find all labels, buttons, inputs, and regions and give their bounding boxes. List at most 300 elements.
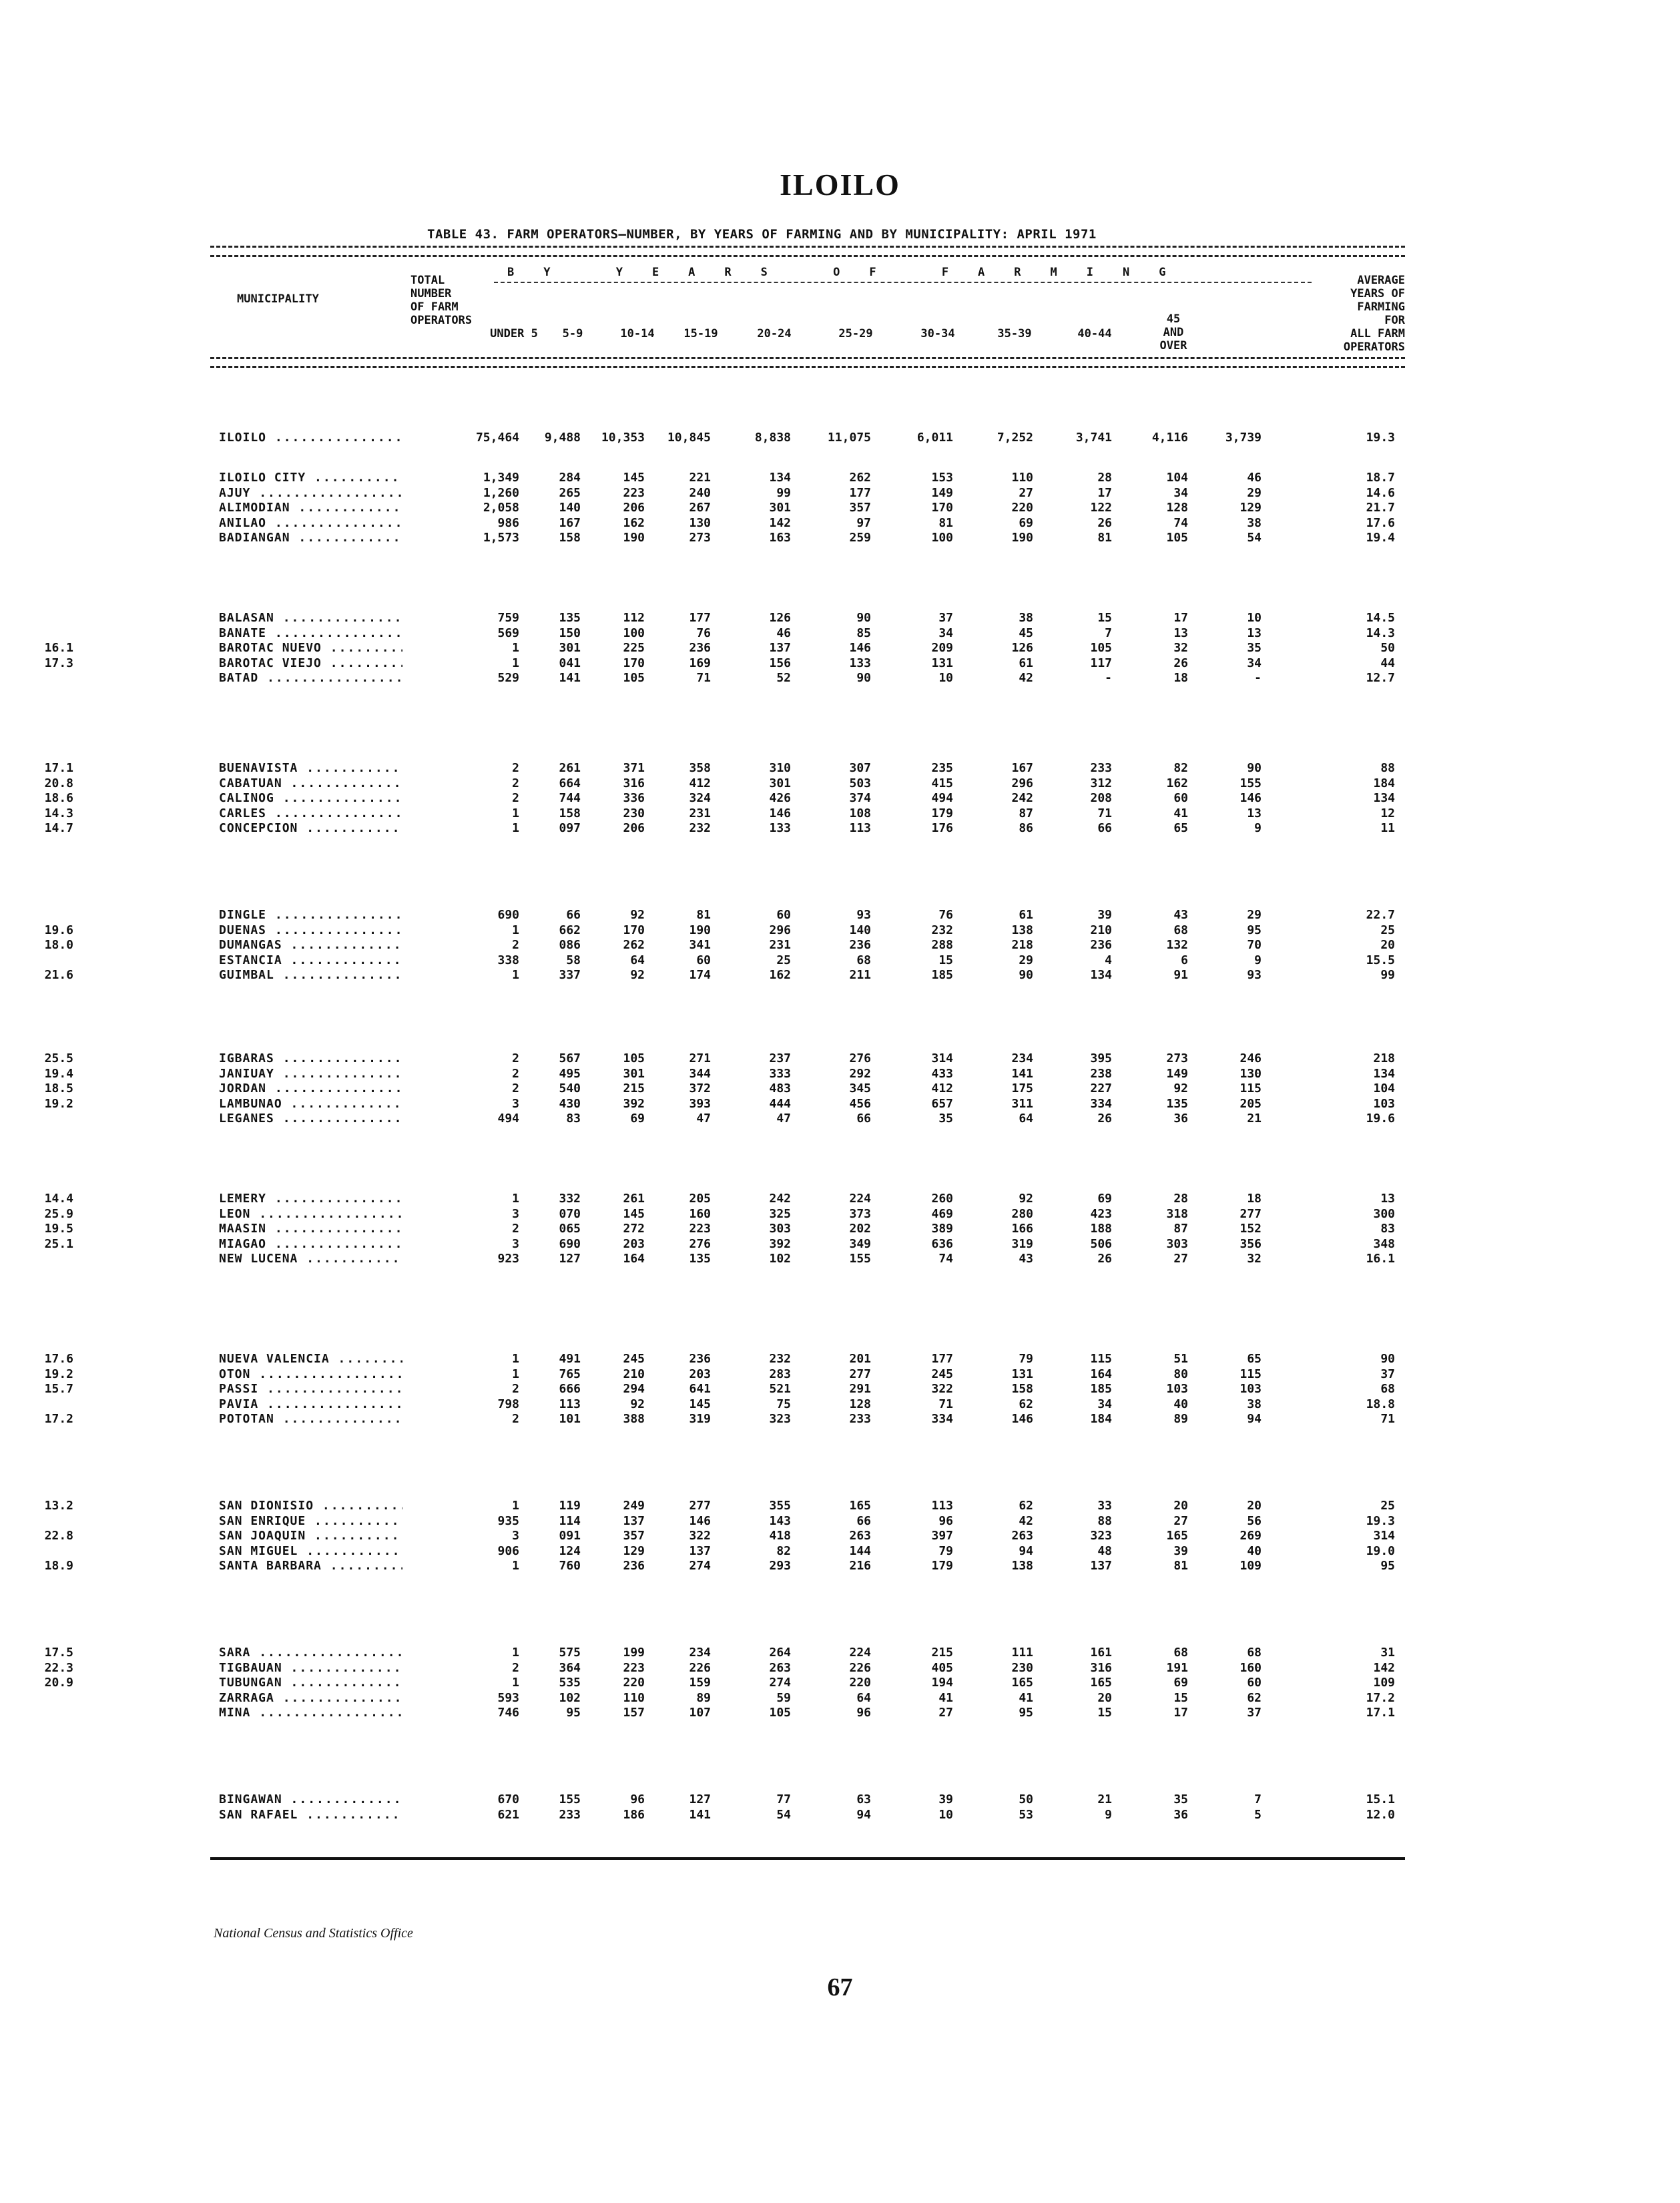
table-cell: 140 bbox=[559, 501, 581, 515]
table-cell: 102 bbox=[559, 1690, 581, 1705]
table-cell: 70 bbox=[1247, 938, 1262, 952]
table-cell: 322 bbox=[931, 1382, 953, 1396]
table-cell: 71 bbox=[1097, 806, 1112, 820]
table-cell: 76 bbox=[696, 626, 711, 640]
table-cell: 15.1 bbox=[1366, 1792, 1395, 1806]
table-cell: 18.0 bbox=[44, 938, 73, 952]
table-cell: 45 bbox=[1019, 626, 1033, 640]
table-cell: 292 bbox=[849, 1066, 871, 1081]
table-cell: 39 bbox=[1173, 1543, 1188, 1558]
table-cell: 101 bbox=[559, 1412, 581, 1426]
table-cell: 184 bbox=[1373, 776, 1395, 790]
table-cell: 145 bbox=[689, 1397, 711, 1411]
table-cell: 041 bbox=[559, 656, 581, 670]
municipality-name: PAVIA ..... bbox=[219, 1397, 402, 1411]
table-cell: 28 bbox=[1173, 1192, 1188, 1206]
table-row bbox=[0, 968, 1680, 983]
table-cell: 935 bbox=[497, 1513, 519, 1528]
table-row bbox=[0, 501, 1680, 515]
table-cell: 146 bbox=[1011, 1412, 1033, 1426]
table-cell: 393 bbox=[689, 1096, 711, 1111]
table-cell: 242 bbox=[1011, 791, 1033, 805]
table-cell: 81 bbox=[1173, 1559, 1188, 1573]
table-cell: 18 bbox=[1247, 1192, 1262, 1206]
table-cell: 113 bbox=[849, 821, 871, 835]
table-cell: 133 bbox=[769, 821, 791, 835]
table-cell: 535 bbox=[559, 1676, 581, 1690]
table-cell: 190 bbox=[689, 923, 711, 937]
table-cell: 348 bbox=[1373, 1236, 1395, 1251]
table-cell: 102 bbox=[769, 1252, 791, 1266]
table-cell: 37 bbox=[1247, 1706, 1262, 1720]
table-cell: 319 bbox=[1011, 1236, 1033, 1251]
table-cell: 236 bbox=[689, 641, 711, 655]
table-cell: - bbox=[1105, 671, 1112, 685]
table-cell: 85 bbox=[856, 626, 871, 640]
table-cell: 43 bbox=[1019, 1252, 1033, 1266]
table-cell: 18 bbox=[1173, 671, 1188, 685]
table-cell: 291 bbox=[849, 1382, 871, 1396]
table-cell: 177 bbox=[689, 611, 711, 625]
table-cell: 301 bbox=[623, 1066, 645, 1081]
table-cell: 64 bbox=[630, 953, 645, 967]
table-cell: 34 bbox=[1247, 656, 1262, 670]
table-cell: 46 bbox=[776, 626, 791, 640]
table-cell: 2 bbox=[512, 1660, 519, 1675]
table-cell: 17.2 bbox=[44, 1412, 73, 1426]
municipality-name: TIGBAUAN ..... bbox=[219, 1661, 402, 1675]
municipality-name: GUIMBAL ..... bbox=[219, 968, 402, 982]
table-cell: 164 bbox=[623, 1252, 645, 1266]
table-cell: 232 bbox=[689, 821, 711, 835]
table-cell: 341 bbox=[689, 938, 711, 952]
table-cell: 301 bbox=[559, 641, 581, 655]
table-cell: 20 bbox=[1247, 1499, 1262, 1513]
table-cell: 272 bbox=[623, 1222, 645, 1236]
table-row bbox=[0, 656, 1680, 671]
table-cell: 161 bbox=[1090, 1646, 1112, 1660]
table-cell: 245 bbox=[623, 1352, 645, 1366]
table-cell: 119 bbox=[559, 1499, 581, 1513]
table-cell: 66 bbox=[856, 1513, 871, 1528]
table-cell: 220 bbox=[1011, 501, 1033, 515]
table-cell: 32 bbox=[1247, 1252, 1262, 1266]
municipality-name: SANTA BARBARA ..... bbox=[219, 1559, 402, 1573]
table-cell: 81 bbox=[938, 515, 953, 530]
table-cell: 90 bbox=[856, 671, 871, 685]
table-row bbox=[0, 1207, 1680, 1222]
table-cell: 345 bbox=[849, 1081, 871, 1095]
table-cell: 41 bbox=[1019, 1690, 1033, 1705]
column-header: 15-19 bbox=[683, 327, 718, 340]
table-cell: 423 bbox=[1090, 1206, 1112, 1221]
table-cell: 230 bbox=[1011, 1660, 1033, 1675]
table-cell: 294 bbox=[623, 1382, 645, 1396]
table-cell: 71 bbox=[1380, 1412, 1395, 1426]
column-header: 10-14 bbox=[620, 327, 655, 340]
table-cell: 122 bbox=[1090, 501, 1112, 515]
table-cell: 16.1 bbox=[1366, 1252, 1395, 1266]
table-cell: 35 bbox=[1247, 641, 1262, 655]
table-cell: 17.1 bbox=[44, 761, 73, 775]
table-cell: 165 bbox=[1011, 1676, 1033, 1690]
table-cell: 158 bbox=[559, 806, 581, 820]
table-cell: 34 bbox=[1097, 1397, 1112, 1411]
table-cell: 50 bbox=[1380, 641, 1395, 655]
table-cell: 261 bbox=[623, 1192, 645, 1206]
table-cell: 145 bbox=[623, 1206, 645, 1221]
table-cell: 29 bbox=[1247, 908, 1262, 922]
table-cell: 14.6 bbox=[1366, 485, 1395, 500]
table-cell: 307 bbox=[849, 761, 871, 775]
table-cell: 60 bbox=[776, 908, 791, 922]
table-cell: 34 bbox=[1173, 485, 1188, 500]
table-cell: 19.6 bbox=[44, 923, 73, 937]
table-row bbox=[0, 611, 1680, 626]
table-cell: 218 bbox=[1373, 1051, 1395, 1065]
table-cell: 264 bbox=[769, 1646, 791, 1660]
table-cell: 137 bbox=[1090, 1559, 1112, 1573]
table-cell: 311 bbox=[1011, 1096, 1033, 1111]
table-cell: 95 bbox=[1019, 1706, 1033, 1720]
table-cell: 64 bbox=[856, 1690, 871, 1705]
table-cell: 226 bbox=[689, 1660, 711, 1675]
municipality-name: SAN JOAQUIN ..... bbox=[219, 1529, 402, 1543]
municipality-name: SARA ..... bbox=[219, 1646, 402, 1660]
table-cell: 236 bbox=[623, 1559, 645, 1573]
table-cell: 105 bbox=[623, 1051, 645, 1065]
table-cell: 66 bbox=[1097, 821, 1112, 835]
table-cell: 334 bbox=[931, 1412, 953, 1426]
table-cell: 17 bbox=[1173, 1706, 1188, 1720]
header-bottom-rule-2 bbox=[210, 366, 1405, 368]
table-cell: 211 bbox=[849, 968, 871, 982]
table-cell: 303 bbox=[769, 1222, 791, 1236]
table-cell: 153 bbox=[931, 471, 953, 485]
table-cell: 657 bbox=[931, 1096, 953, 1111]
column-header: 25-29 bbox=[838, 327, 873, 340]
table-cell: 205 bbox=[1239, 1096, 1262, 1111]
table-row bbox=[0, 1367, 1680, 1382]
table-cell: 234 bbox=[689, 1646, 711, 1660]
table-cell: 3 bbox=[512, 1096, 519, 1111]
table-cell: 19.0 bbox=[1366, 1543, 1395, 1558]
table-cell: 265 bbox=[559, 485, 581, 500]
table-cell: 18.9 bbox=[44, 1559, 73, 1573]
table-cell: 296 bbox=[769, 923, 791, 937]
table-cell: 9 bbox=[1254, 821, 1262, 835]
table-cell: 90 bbox=[1247, 761, 1262, 775]
table-top-rule bbox=[210, 246, 1405, 248]
table-cell: 621 bbox=[497, 1807, 519, 1822]
table-cell: 17.5 bbox=[44, 1646, 73, 1660]
table-cell: 95 bbox=[1247, 923, 1262, 937]
table-cell: 263 bbox=[769, 1660, 791, 1675]
table-cell: 325 bbox=[769, 1206, 791, 1221]
table-cell: 338 bbox=[497, 953, 519, 967]
table-cell: 412 bbox=[689, 776, 711, 790]
table-cell: 131 bbox=[931, 656, 953, 670]
table-row bbox=[0, 531, 1680, 545]
table-cell: 135 bbox=[559, 611, 581, 625]
table-row bbox=[0, 938, 1680, 953]
table-cell: 22.3 bbox=[44, 1660, 73, 1675]
table-cell: 690 bbox=[497, 908, 519, 922]
table-cell: 17.1 bbox=[1366, 1706, 1395, 1720]
table-cell: 90 bbox=[856, 611, 871, 625]
table-cell: 744 bbox=[559, 791, 581, 805]
table-cell: 11,075 bbox=[827, 431, 871, 445]
table-cell: 567 bbox=[559, 1051, 581, 1065]
table-cell: 923 bbox=[497, 1252, 519, 1266]
table-row bbox=[0, 1792, 1680, 1807]
table-cell: 206 bbox=[623, 821, 645, 835]
municipality-name: BANATE ..... bbox=[219, 626, 402, 640]
table-cell: 2 bbox=[512, 938, 519, 952]
table-cell: 260 bbox=[931, 1192, 953, 1206]
table-cell: 322 bbox=[689, 1529, 711, 1543]
table-cell: 79 bbox=[1019, 1352, 1033, 1366]
table-cell: 138 bbox=[1011, 1559, 1033, 1573]
table-cell: 2 bbox=[512, 761, 519, 775]
table-cell: 42 bbox=[1019, 1513, 1033, 1528]
table-cell: 21 bbox=[1247, 1112, 1262, 1126]
table-cell: 96 bbox=[630, 1792, 645, 1806]
table-cell: 141 bbox=[689, 1807, 711, 1822]
table-cell: 26 bbox=[1097, 1252, 1112, 1266]
table-cell: 986 bbox=[497, 515, 519, 530]
table-cell: 115 bbox=[1090, 1352, 1112, 1366]
table-cell: 14.3 bbox=[44, 806, 73, 820]
table-cell: 37 bbox=[938, 611, 953, 625]
table-cell: 103 bbox=[1166, 1382, 1188, 1396]
table-cell: 312 bbox=[1090, 776, 1112, 790]
table-cell: 60 bbox=[1173, 791, 1188, 805]
table-cell: 199 bbox=[623, 1646, 645, 1660]
municipality-name: SAN RAFAEL ..... bbox=[219, 1808, 402, 1822]
table-bottom-rule bbox=[210, 1857, 1405, 1860]
table-cell: 20 bbox=[1173, 1499, 1188, 1513]
table-cell: 273 bbox=[689, 531, 711, 545]
table-cell: 280 bbox=[1011, 1206, 1033, 1221]
table-cell: 156 bbox=[769, 656, 791, 670]
table-cell: 38 bbox=[1247, 515, 1262, 530]
table-cell: 105 bbox=[769, 1706, 791, 1720]
table-row bbox=[0, 1661, 1680, 1676]
table-cell: 158 bbox=[559, 531, 581, 545]
table-cell: 746 bbox=[497, 1706, 519, 1720]
table-cell: 664 bbox=[559, 776, 581, 790]
table-cell: 95 bbox=[566, 1706, 581, 1720]
table-cell: 184 bbox=[1090, 1412, 1112, 1426]
municipality-name: NUEVA VALENCIA ..... bbox=[219, 1352, 402, 1366]
table-cell: 176 bbox=[931, 821, 953, 835]
municipality-name: OTON ..... bbox=[219, 1367, 402, 1381]
table-cell: 2,058 bbox=[483, 501, 519, 515]
table-cell: 231 bbox=[689, 806, 711, 820]
table-row bbox=[0, 1081, 1680, 1096]
table-cell: 3 bbox=[512, 1529, 519, 1543]
table-cell: 426 bbox=[769, 791, 791, 805]
table-row bbox=[0, 1544, 1680, 1559]
table-cell: 18.6 bbox=[44, 791, 73, 805]
table-cell: 138 bbox=[1011, 923, 1033, 937]
table-cell: 26 bbox=[1097, 515, 1112, 530]
table-cell: 277 bbox=[849, 1367, 871, 1381]
table-cell: 83 bbox=[566, 1112, 581, 1126]
table-cell: 129 bbox=[623, 1543, 645, 1558]
municipality-name: LEON ..... bbox=[219, 1207, 402, 1221]
table-cell: 267 bbox=[689, 501, 711, 515]
table-cell: 131 bbox=[1011, 1367, 1033, 1381]
table-cell: 415 bbox=[931, 776, 953, 790]
table-cell: 2 bbox=[512, 1081, 519, 1095]
table-cell: 60 bbox=[696, 953, 711, 967]
table-row bbox=[0, 1676, 1680, 1690]
table-cell: 6,011 bbox=[916, 431, 953, 445]
column-header: 30-34 bbox=[920, 327, 955, 340]
table-cell: 36 bbox=[1173, 1807, 1188, 1822]
page-number: 67 bbox=[827, 1973, 853, 2001]
table-row bbox=[0, 908, 1680, 923]
table-cell: 99 bbox=[776, 485, 791, 500]
table-cell: 66 bbox=[856, 1112, 871, 1126]
table-cell: 215 bbox=[931, 1646, 953, 1660]
table-cell: 18.7 bbox=[1366, 471, 1395, 485]
table-cell: 15 bbox=[1097, 611, 1112, 625]
table-cell: 357 bbox=[623, 1529, 645, 1543]
table-cell: 277 bbox=[689, 1499, 711, 1513]
table-cell: 87 bbox=[1019, 806, 1033, 820]
table-cell: 134 bbox=[1373, 1066, 1395, 1081]
table-cell: 690 bbox=[559, 1236, 581, 1251]
table-cell: 69 bbox=[1019, 515, 1033, 530]
table-cell: 483 bbox=[769, 1081, 791, 1095]
table-cell: 53 bbox=[1019, 1807, 1033, 1822]
table-cell: 271 bbox=[689, 1051, 711, 1065]
table-cell: 166 bbox=[1011, 1222, 1033, 1236]
table-cell: 263 bbox=[1011, 1529, 1033, 1543]
table-cell: 7 bbox=[1105, 626, 1112, 640]
municipality-name: JANIUAY ..... bbox=[219, 1067, 402, 1081]
table-cell: 21.6 bbox=[44, 968, 73, 982]
table-cell: 569 bbox=[497, 626, 519, 640]
table-cell: 14.3 bbox=[1366, 626, 1395, 640]
municipality-name: CARLES ..... bbox=[219, 806, 402, 820]
table-cell: 337 bbox=[559, 968, 581, 982]
table-cell: 13 bbox=[1380, 1192, 1395, 1206]
table-cell: 39 bbox=[1097, 908, 1112, 922]
table-cell: 185 bbox=[931, 968, 953, 982]
table-cell: 107 bbox=[689, 1706, 711, 1720]
municipality-name: ALIMODIAN ..... bbox=[219, 501, 402, 515]
table-cell: 15 bbox=[938, 953, 953, 967]
table-cell: 25 bbox=[776, 953, 791, 967]
table-cell: 162 bbox=[623, 515, 645, 530]
table-row bbox=[0, 806, 1680, 821]
table-cell: 14.4 bbox=[44, 1192, 73, 1206]
table-cell: 146 bbox=[689, 1513, 711, 1528]
table-cell: 210 bbox=[1090, 923, 1112, 937]
table-cell: 158 bbox=[1011, 1382, 1033, 1396]
table-cell: 41 bbox=[938, 1690, 953, 1705]
table-row bbox=[0, 1097, 1680, 1112]
table-cell: 126 bbox=[769, 611, 791, 625]
table-cell: 070 bbox=[559, 1206, 581, 1221]
table-cell: 430 bbox=[559, 1096, 581, 1111]
table-cell: 22.8 bbox=[44, 1529, 73, 1543]
municipality-name: LEMERY ..... bbox=[219, 1192, 402, 1206]
table-cell: 19.3 bbox=[1366, 1513, 1395, 1528]
table-cell: 495 bbox=[559, 1066, 581, 1081]
table-cell: 759 bbox=[497, 611, 519, 625]
table-cell: 303 bbox=[1166, 1236, 1188, 1251]
table-cell: 3,741 bbox=[1075, 431, 1112, 445]
table-cell: 96 bbox=[938, 1513, 953, 1528]
table-cell: 36 bbox=[1173, 1112, 1188, 1126]
table-cell: 300 bbox=[1373, 1206, 1395, 1221]
table-cell: 19.3 bbox=[1366, 431, 1395, 445]
table-row bbox=[0, 953, 1680, 968]
table-cell: 226 bbox=[849, 1660, 871, 1675]
table-cell: 2 bbox=[512, 1382, 519, 1396]
table-cell: 48 bbox=[1097, 1543, 1112, 1558]
table-cell: 1 bbox=[512, 1646, 519, 1660]
table-cell: 68 bbox=[1380, 1382, 1395, 1396]
table-cell: 314 bbox=[931, 1051, 953, 1065]
table-cell: 7,252 bbox=[997, 431, 1033, 445]
table-cell: 141 bbox=[1011, 1066, 1033, 1081]
table-cell: 17 bbox=[1173, 611, 1188, 625]
table-cell: 503 bbox=[849, 776, 871, 790]
table-cell: 324 bbox=[689, 791, 711, 805]
table-row bbox=[0, 1646, 1680, 1660]
table-row bbox=[0, 1559, 1680, 1573]
table-cell: 83 bbox=[1380, 1222, 1395, 1236]
table-cell: 65 bbox=[1173, 821, 1188, 835]
table-cell: 323 bbox=[769, 1412, 791, 1426]
table-cell: 75,464 bbox=[475, 431, 519, 445]
table-cell: 89 bbox=[696, 1690, 711, 1705]
table-cell: 175 bbox=[1011, 1081, 1033, 1095]
table-cell: 64 bbox=[1019, 1112, 1033, 1126]
table-cell: 205 bbox=[689, 1192, 711, 1206]
table-cell: 105 bbox=[623, 671, 645, 685]
header-bottom-rule bbox=[210, 357, 1405, 359]
column-header: 5-9 bbox=[562, 327, 583, 340]
municipality-name: SAN ENRIQUE ..... bbox=[219, 1514, 402, 1528]
table-cell: 110 bbox=[623, 1690, 645, 1705]
table-row bbox=[0, 923, 1680, 938]
table-cell: 332 bbox=[559, 1192, 581, 1206]
table-cell: 4,116 bbox=[1151, 431, 1188, 445]
table-cell: 662 bbox=[559, 923, 581, 937]
municipality-name: BINGAWAN ..... bbox=[219, 1792, 402, 1806]
table-cell: 318 bbox=[1166, 1206, 1188, 1221]
municipality-name: DUMANGAS ..... bbox=[219, 938, 402, 952]
table-cell: 25 bbox=[1380, 923, 1395, 937]
table-cell: 87 bbox=[1173, 1222, 1188, 1236]
table-cell: 392 bbox=[623, 1096, 645, 1111]
header-by-years: BY YEARS OF FARMING bbox=[507, 266, 1195, 279]
table-cell: 39 bbox=[938, 1792, 953, 1806]
table-cell: 93 bbox=[1247, 968, 1262, 982]
table-cell: 276 bbox=[849, 1051, 871, 1065]
table-cell: 227 bbox=[1090, 1081, 1112, 1095]
table-cell: 68 bbox=[1173, 1646, 1188, 1660]
table-cell: 81 bbox=[1097, 531, 1112, 545]
table-row bbox=[0, 1499, 1680, 1513]
